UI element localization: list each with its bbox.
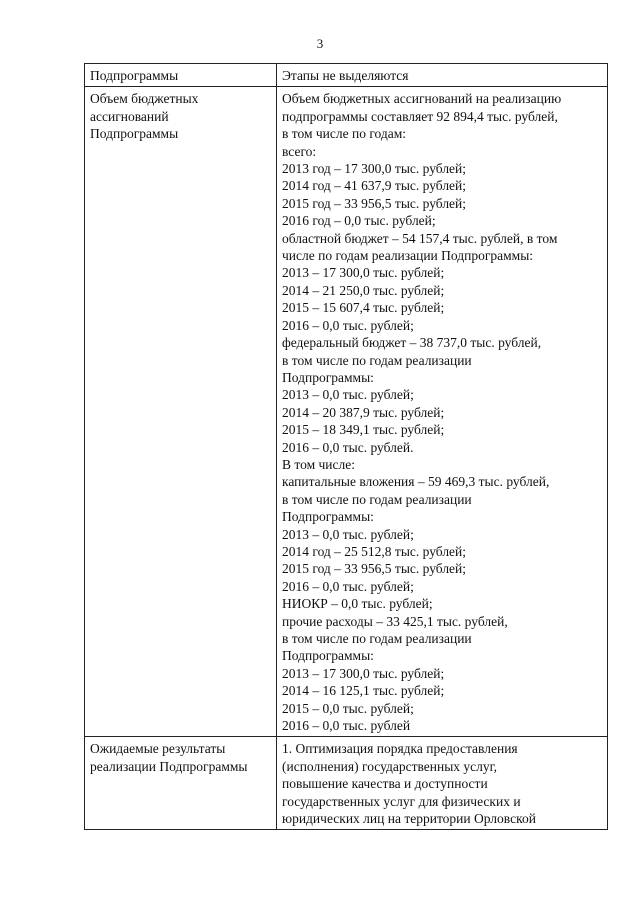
text-line: 2014 – 21 250,0 тыс. рублей; (282, 282, 445, 298)
text-line: 2015 – 18 349,1 тыс. рублей; (282, 422, 445, 438)
text-line: 2013 – 0,0 тыс. рублей; (282, 387, 414, 403)
row-value (282, 67, 603, 84)
text-line: государственных услуг для физических и (282, 793, 521, 809)
row-label-cell (85, 64, 277, 87)
text-line: 1. Оптимизация порядка предоставления (282, 741, 518, 757)
text-line: 2015 – 0,0 тыс. рублей; (282, 700, 414, 716)
row-value-cell (277, 87, 608, 737)
text-line: Объем бюджетных (90, 91, 199, 107)
text-line: повышение качества и доступности (282, 776, 488, 792)
table-row-budget (85, 87, 608, 737)
text-line: ассигнований (90, 108, 169, 124)
text-line: всего: (282, 143, 317, 159)
text-line: Объем бюджетных ассигнований на реализацию (282, 91, 562, 107)
text-line: федеральный бюджет – 38 737,0 тыс. рублей, (282, 335, 542, 351)
text-line: Подпрограммы (90, 68, 179, 83)
text-line: НИОКР – 0,0 тыс. рублей; (282, 596, 433, 612)
text-line: областной бюджет – 54 157,4 тыс. рублей, в том (282, 230, 558, 246)
text-line: (исполнения) государственных услуг, (282, 758, 498, 774)
text-line: 2015 год – 33 956,5 тыс. рублей; (282, 195, 467, 211)
text-line: 2016 – 0,0 тыс. рублей. (282, 439, 414, 455)
text-line: в том числе по годам реализации (282, 352, 472, 368)
text-line: 2014 год – 41 637,9 тыс. рублей; (282, 178, 467, 194)
text-line: капитальные вложения – 59 469,3 тыс. рублей, (282, 474, 550, 490)
text-line: Подпрограммы: (282, 509, 374, 525)
table-row-results (85, 737, 608, 830)
row-value (282, 90, 603, 734)
text-line: Этапы не выделяются (282, 68, 409, 83)
text-line: 2015 – 15 607,4 тыс. рублей; (282, 300, 445, 316)
text-line: прочие расходы – 33 425,1 тыс. рублей, (282, 613, 508, 629)
text-line: 2014 – 20 387,9 тыс. рублей; (282, 404, 445, 420)
row-value (282, 740, 603, 827)
page-number: 3 (316, 36, 324, 51)
row-value-cell (277, 737, 608, 830)
text-line: в том числе по годам: (282, 126, 407, 142)
text-line: 2013 – 17 300,0 тыс. рублей; (282, 665, 445, 681)
row-label (90, 67, 272, 84)
row-label (90, 90, 272, 142)
text-line: в том числе по годам реализации (282, 631, 472, 646)
row-value-cell (277, 64, 608, 87)
text-line: 2016 – 0,0 тыс. рублей; (282, 578, 414, 594)
text-line: 2016 – 0,0 тыс. рублей; (282, 317, 414, 333)
text-line: 2014 год – 25 512,8 тыс. рублей; (282, 543, 467, 559)
text-line: Подпрограммы (90, 126, 179, 142)
text-line: Ожидаемые результаты (90, 741, 226, 757)
text-line: 2013 год – 17 300,0 тыс. рублей; (282, 161, 467, 177)
text-line: подпрограммы составляет 92 894,4 тыс. рублей, (282, 108, 558, 124)
text-line: реализации Подпрограммы (90, 758, 248, 774)
text-line: 2013 – 17 300,0 тыс. рублей; (282, 265, 445, 281)
row-label-cell (85, 737, 277, 830)
text-line: В том числе: (282, 456, 355, 472)
text-line: 2016 год – 0,0 тыс. рублей; (282, 213, 436, 229)
text-line: 2016 – 0,0 тыс. рублей (282, 718, 411, 734)
table-row-stages (85, 64, 608, 87)
row-label (90, 740, 272, 775)
text-line: 2013 – 0,0 тыс. рублей; (282, 526, 414, 542)
text-line: числе по годам реализации Подпрограммы: (282, 248, 534, 264)
text-line: юридических лиц на территории Орловской (282, 811, 536, 827)
passport-table (84, 63, 608, 830)
text-line: Подпрограммы: (282, 648, 374, 664)
text-line: Подпрограммы: (282, 369, 374, 385)
text-line: в том числе по годам реализации (282, 491, 472, 507)
text-line: 2014 – 16 125,1 тыс. рублей; (282, 683, 445, 699)
text-line: 2015 год – 33 956,5 тыс. рублей; (282, 561, 467, 577)
row-label-cell (85, 87, 277, 737)
